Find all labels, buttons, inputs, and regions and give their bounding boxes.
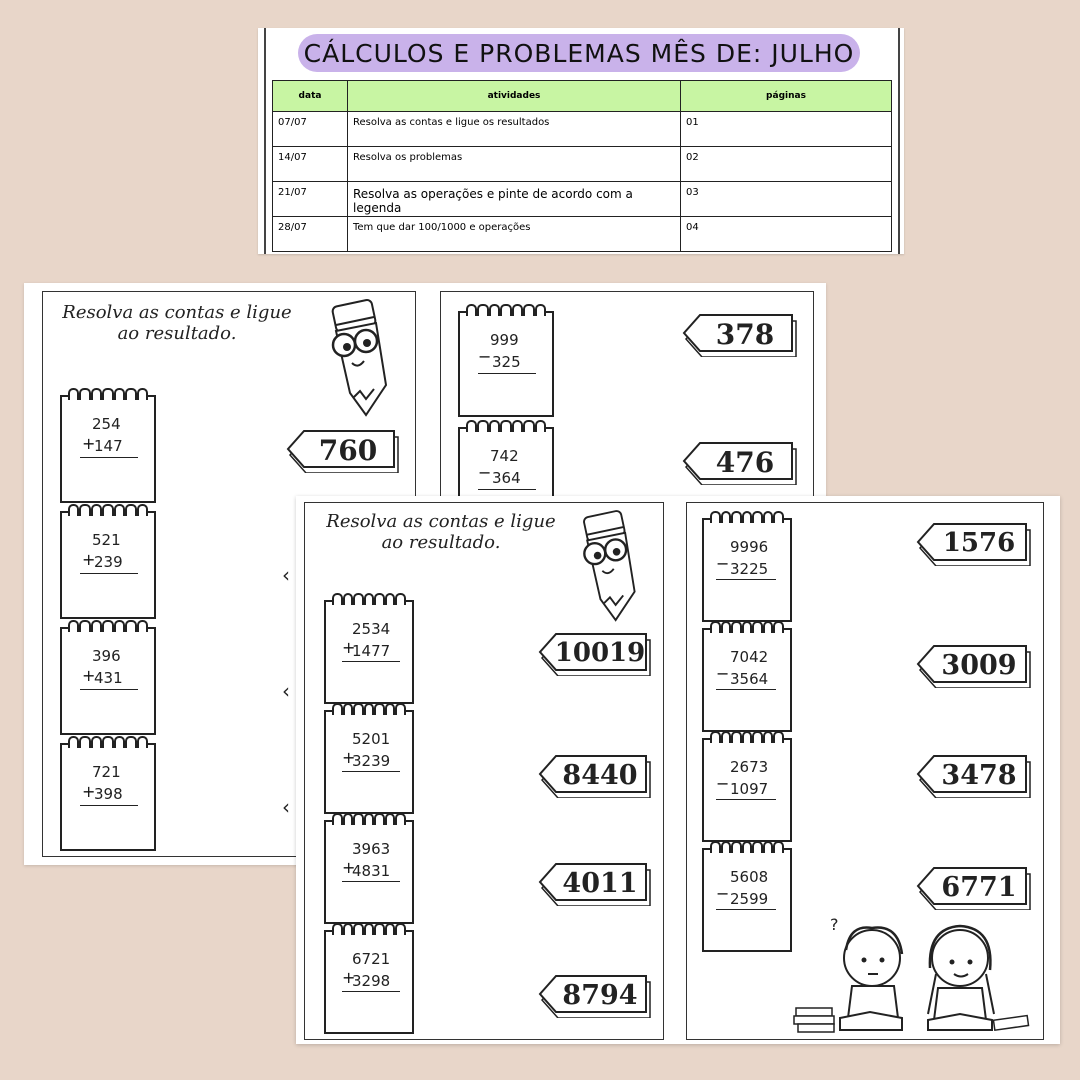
pad-top-number: 721 bbox=[92, 763, 121, 781]
math-notepad bbox=[324, 710, 414, 814]
pad-top-number: 742 bbox=[490, 447, 519, 465]
spiral-rings bbox=[326, 813, 412, 825]
schedule-header-row bbox=[273, 81, 892, 112]
header-pages: páginas bbox=[681, 81, 892, 112]
answer-value: 4011 bbox=[562, 867, 638, 899]
spiral-rings bbox=[326, 703, 412, 715]
front-title-line2: ao resultado. bbox=[381, 531, 501, 553]
math-notepad bbox=[60, 511, 156, 619]
pencil-mascot-icon bbox=[572, 508, 646, 624]
pad-top-number: 396 bbox=[92, 647, 121, 665]
pad-operator: + bbox=[342, 858, 356, 877]
math-notepad bbox=[702, 738, 792, 842]
schedule-table bbox=[272, 80, 892, 252]
answer-value: 3009 bbox=[941, 649, 1017, 681]
spiral-rings bbox=[704, 511, 790, 523]
row-page: 02 bbox=[681, 147, 892, 182]
pad-operator: + bbox=[342, 638, 356, 657]
answer-tag bbox=[538, 972, 652, 1018]
math-notepad bbox=[324, 600, 414, 704]
header-activities: atividades bbox=[348, 81, 681, 112]
spiral-rings bbox=[460, 420, 552, 432]
row-activity: Resolva os problemas bbox=[348, 147, 681, 182]
spiral-rings bbox=[460, 304, 552, 316]
pad-top-number: 5201 bbox=[352, 730, 391, 748]
pad-bottom-number: 1477 bbox=[352, 642, 391, 660]
tag-arrow-icon: ‹ bbox=[282, 795, 290, 819]
pad-bottom-number: 3298 bbox=[352, 972, 391, 990]
answer-tag bbox=[916, 864, 1032, 910]
pad-top-number: 9996 bbox=[730, 538, 769, 556]
answer-tag bbox=[538, 752, 652, 798]
answer-tag bbox=[538, 630, 652, 676]
math-notepad bbox=[324, 930, 414, 1034]
pad-bottom-number: 4831 bbox=[352, 862, 391, 880]
table-row bbox=[273, 217, 892, 252]
answer-tag bbox=[916, 642, 1032, 688]
answer-tag bbox=[286, 427, 400, 473]
pad-top-number: 6721 bbox=[352, 950, 391, 968]
pad-operator: − bbox=[478, 347, 492, 366]
pad-bottom-number: 3225 bbox=[730, 560, 769, 578]
pad-operator: − bbox=[478, 463, 492, 482]
math-notepad bbox=[60, 395, 156, 503]
row-date: 28/07 bbox=[273, 217, 348, 252]
header-date: data bbox=[273, 81, 348, 112]
back-title-line1: Resolva as contas e ligue bbox=[62, 302, 292, 323]
math-notepad bbox=[60, 743, 156, 851]
spiral-rings bbox=[62, 388, 154, 400]
answer-value: 8794 bbox=[562, 979, 638, 1011]
schedule-title: CÁLCULOS E PROBLEMAS MÊS DE: JULHO bbox=[298, 34, 860, 72]
spiral-rings bbox=[326, 923, 412, 935]
pad-top-number: 254 bbox=[92, 415, 121, 433]
row-date: 07/07 bbox=[273, 112, 348, 147]
spiral-rings bbox=[62, 736, 154, 748]
schedule-left-border bbox=[264, 28, 266, 254]
pad-operator: + bbox=[82, 666, 96, 685]
pad-bottom-number: 431 bbox=[94, 669, 123, 687]
row-activity: Tem que dar 100/1000 e operações bbox=[348, 217, 681, 252]
answer-tag bbox=[916, 520, 1032, 566]
pad-top-number: 999 bbox=[490, 331, 519, 349]
spiral-rings bbox=[704, 621, 790, 633]
back-title-line2: ao resultado. bbox=[117, 322, 237, 344]
pad-bottom-number: 364 bbox=[492, 469, 521, 487]
pad-top-number: 2673 bbox=[730, 758, 769, 776]
pad-bottom-number: 398 bbox=[94, 785, 123, 803]
pad-bottom-number: 325 bbox=[492, 353, 521, 371]
tag-arrow-icon: ‹ bbox=[282, 563, 290, 587]
answer-value: 476 bbox=[715, 445, 775, 479]
math-notepad bbox=[458, 311, 554, 417]
answer-tag bbox=[682, 311, 798, 357]
spiral-rings bbox=[62, 504, 154, 516]
pad-bottom-number: 147 bbox=[94, 437, 123, 455]
row-page: 01 bbox=[681, 112, 892, 147]
pad-operator: + bbox=[342, 968, 356, 987]
children-reading-illustration bbox=[790, 914, 1040, 1038]
math-notepad bbox=[702, 848, 792, 952]
answer-value: 6771 bbox=[941, 871, 1017, 903]
answer-tag bbox=[682, 439, 798, 485]
row-activity: Resolva as operações e pinte de acordo com a legenda bbox=[348, 182, 681, 217]
pad-operator: + bbox=[82, 782, 96, 801]
math-notepad bbox=[702, 518, 792, 622]
pad-operator: + bbox=[82, 550, 96, 569]
row-activity: Resolva as contas e ligue os resultados bbox=[348, 112, 681, 147]
pad-top-number: 2534 bbox=[352, 620, 391, 638]
answer-value: 1576 bbox=[942, 528, 1016, 558]
row-date: 14/07 bbox=[273, 147, 348, 182]
spiral-rings bbox=[704, 731, 790, 743]
pad-operator: − bbox=[716, 554, 730, 573]
pad-operator: − bbox=[716, 884, 730, 903]
pencil-mascot-icon bbox=[320, 297, 398, 419]
answer-value: 8440 bbox=[562, 759, 638, 791]
spiral-rings bbox=[62, 620, 154, 632]
schedule-right-border bbox=[898, 28, 900, 254]
pad-operator: + bbox=[82, 434, 96, 453]
math-notepad bbox=[702, 628, 792, 732]
answer-value: 3478 bbox=[941, 759, 1017, 791]
row-page: 03 bbox=[681, 182, 892, 217]
front-title-line1: Resolva as contas e ligue bbox=[326, 511, 556, 532]
pad-top-number: 7042 bbox=[730, 648, 769, 666]
row-date: 21/07 bbox=[273, 182, 348, 217]
front-title bbox=[310, 512, 572, 553]
schedule-sheet bbox=[258, 28, 904, 254]
pad-bottom-number: 2599 bbox=[730, 890, 769, 908]
pad-operator: + bbox=[342, 748, 356, 767]
row-page: 04 bbox=[681, 217, 892, 252]
pad-operator: − bbox=[716, 774, 730, 793]
answer-value: 760 bbox=[318, 433, 378, 467]
spiral-rings bbox=[326, 593, 412, 605]
pad-operator: − bbox=[716, 664, 730, 683]
pad-bottom-number: 3564 bbox=[730, 670, 769, 688]
back-title bbox=[46, 303, 308, 344]
spiral-rings bbox=[704, 841, 790, 853]
pad-top-number: 5608 bbox=[730, 868, 769, 886]
table-row bbox=[273, 182, 892, 217]
answer-tag bbox=[538, 860, 652, 906]
pad-bottom-number: 1097 bbox=[730, 780, 769, 798]
answer-value: 378 bbox=[715, 317, 775, 351]
answer-value: 10019 bbox=[554, 638, 646, 668]
table-row bbox=[273, 112, 892, 147]
answer-tag bbox=[916, 752, 1032, 798]
math-notepad bbox=[324, 820, 414, 924]
pad-bottom-number: 239 bbox=[94, 553, 123, 571]
pad-top-number: 521 bbox=[92, 531, 121, 549]
table-row bbox=[273, 147, 892, 182]
pad-bottom-number: 3239 bbox=[352, 752, 391, 770]
math-notepad bbox=[60, 627, 156, 735]
front-worksheet bbox=[296, 496, 1060, 1044]
tag-arrow-icon: ‹ bbox=[282, 679, 290, 703]
svg-text:?: ? bbox=[830, 915, 839, 934]
pad-top-number: 3963 bbox=[352, 840, 391, 858]
